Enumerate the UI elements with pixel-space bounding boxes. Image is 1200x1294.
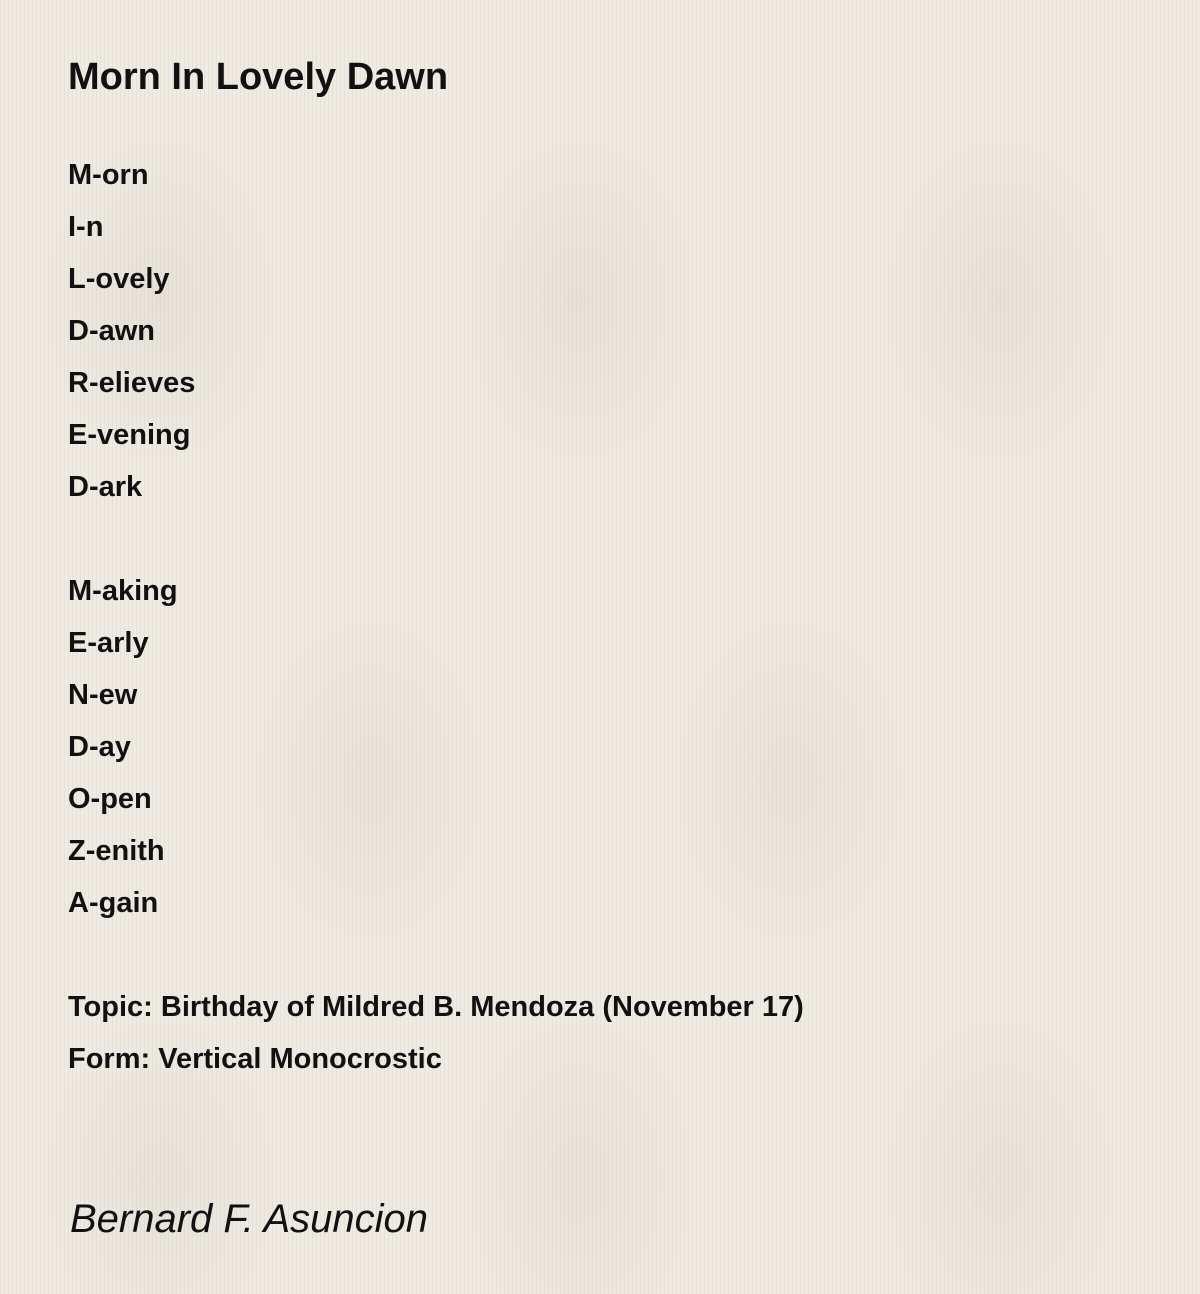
topic-line: Topic: Birthday of Mildred B. Mendoza (November 17) — [68, 991, 804, 1023]
poem-line: L-ovely — [68, 263, 170, 295]
poem-title: Morn In Lovely Dawn — [68, 56, 449, 98]
poem-line: Z-enith — [68, 835, 165, 867]
stanza-2 — [68, 565, 178, 929]
poem-line: M-orn — [68, 159, 149, 191]
poem-line: D-awn — [68, 315, 155, 347]
stanza-1 — [68, 149, 195, 513]
form-line: Form: Vertical Monocrostic — [68, 1043, 442, 1075]
poem-line: I-n — [68, 211, 104, 243]
poem-line: M-aking — [68, 575, 178, 607]
poem-line: N-ew — [68, 679, 138, 711]
poem-line: A-gain — [68, 887, 159, 919]
poem-line: D-ay — [68, 731, 131, 763]
poem-line: E-vening — [68, 419, 191, 451]
poem-meta — [68, 981, 804, 1085]
poem-line: R-elieves — [68, 367, 196, 399]
poem-line: D-ark — [68, 471, 143, 503]
poem-line: E-arly — [68, 627, 149, 659]
poem-line: O-pen — [68, 783, 152, 815]
author-name: Bernard F. Asuncion — [70, 1197, 428, 1241]
